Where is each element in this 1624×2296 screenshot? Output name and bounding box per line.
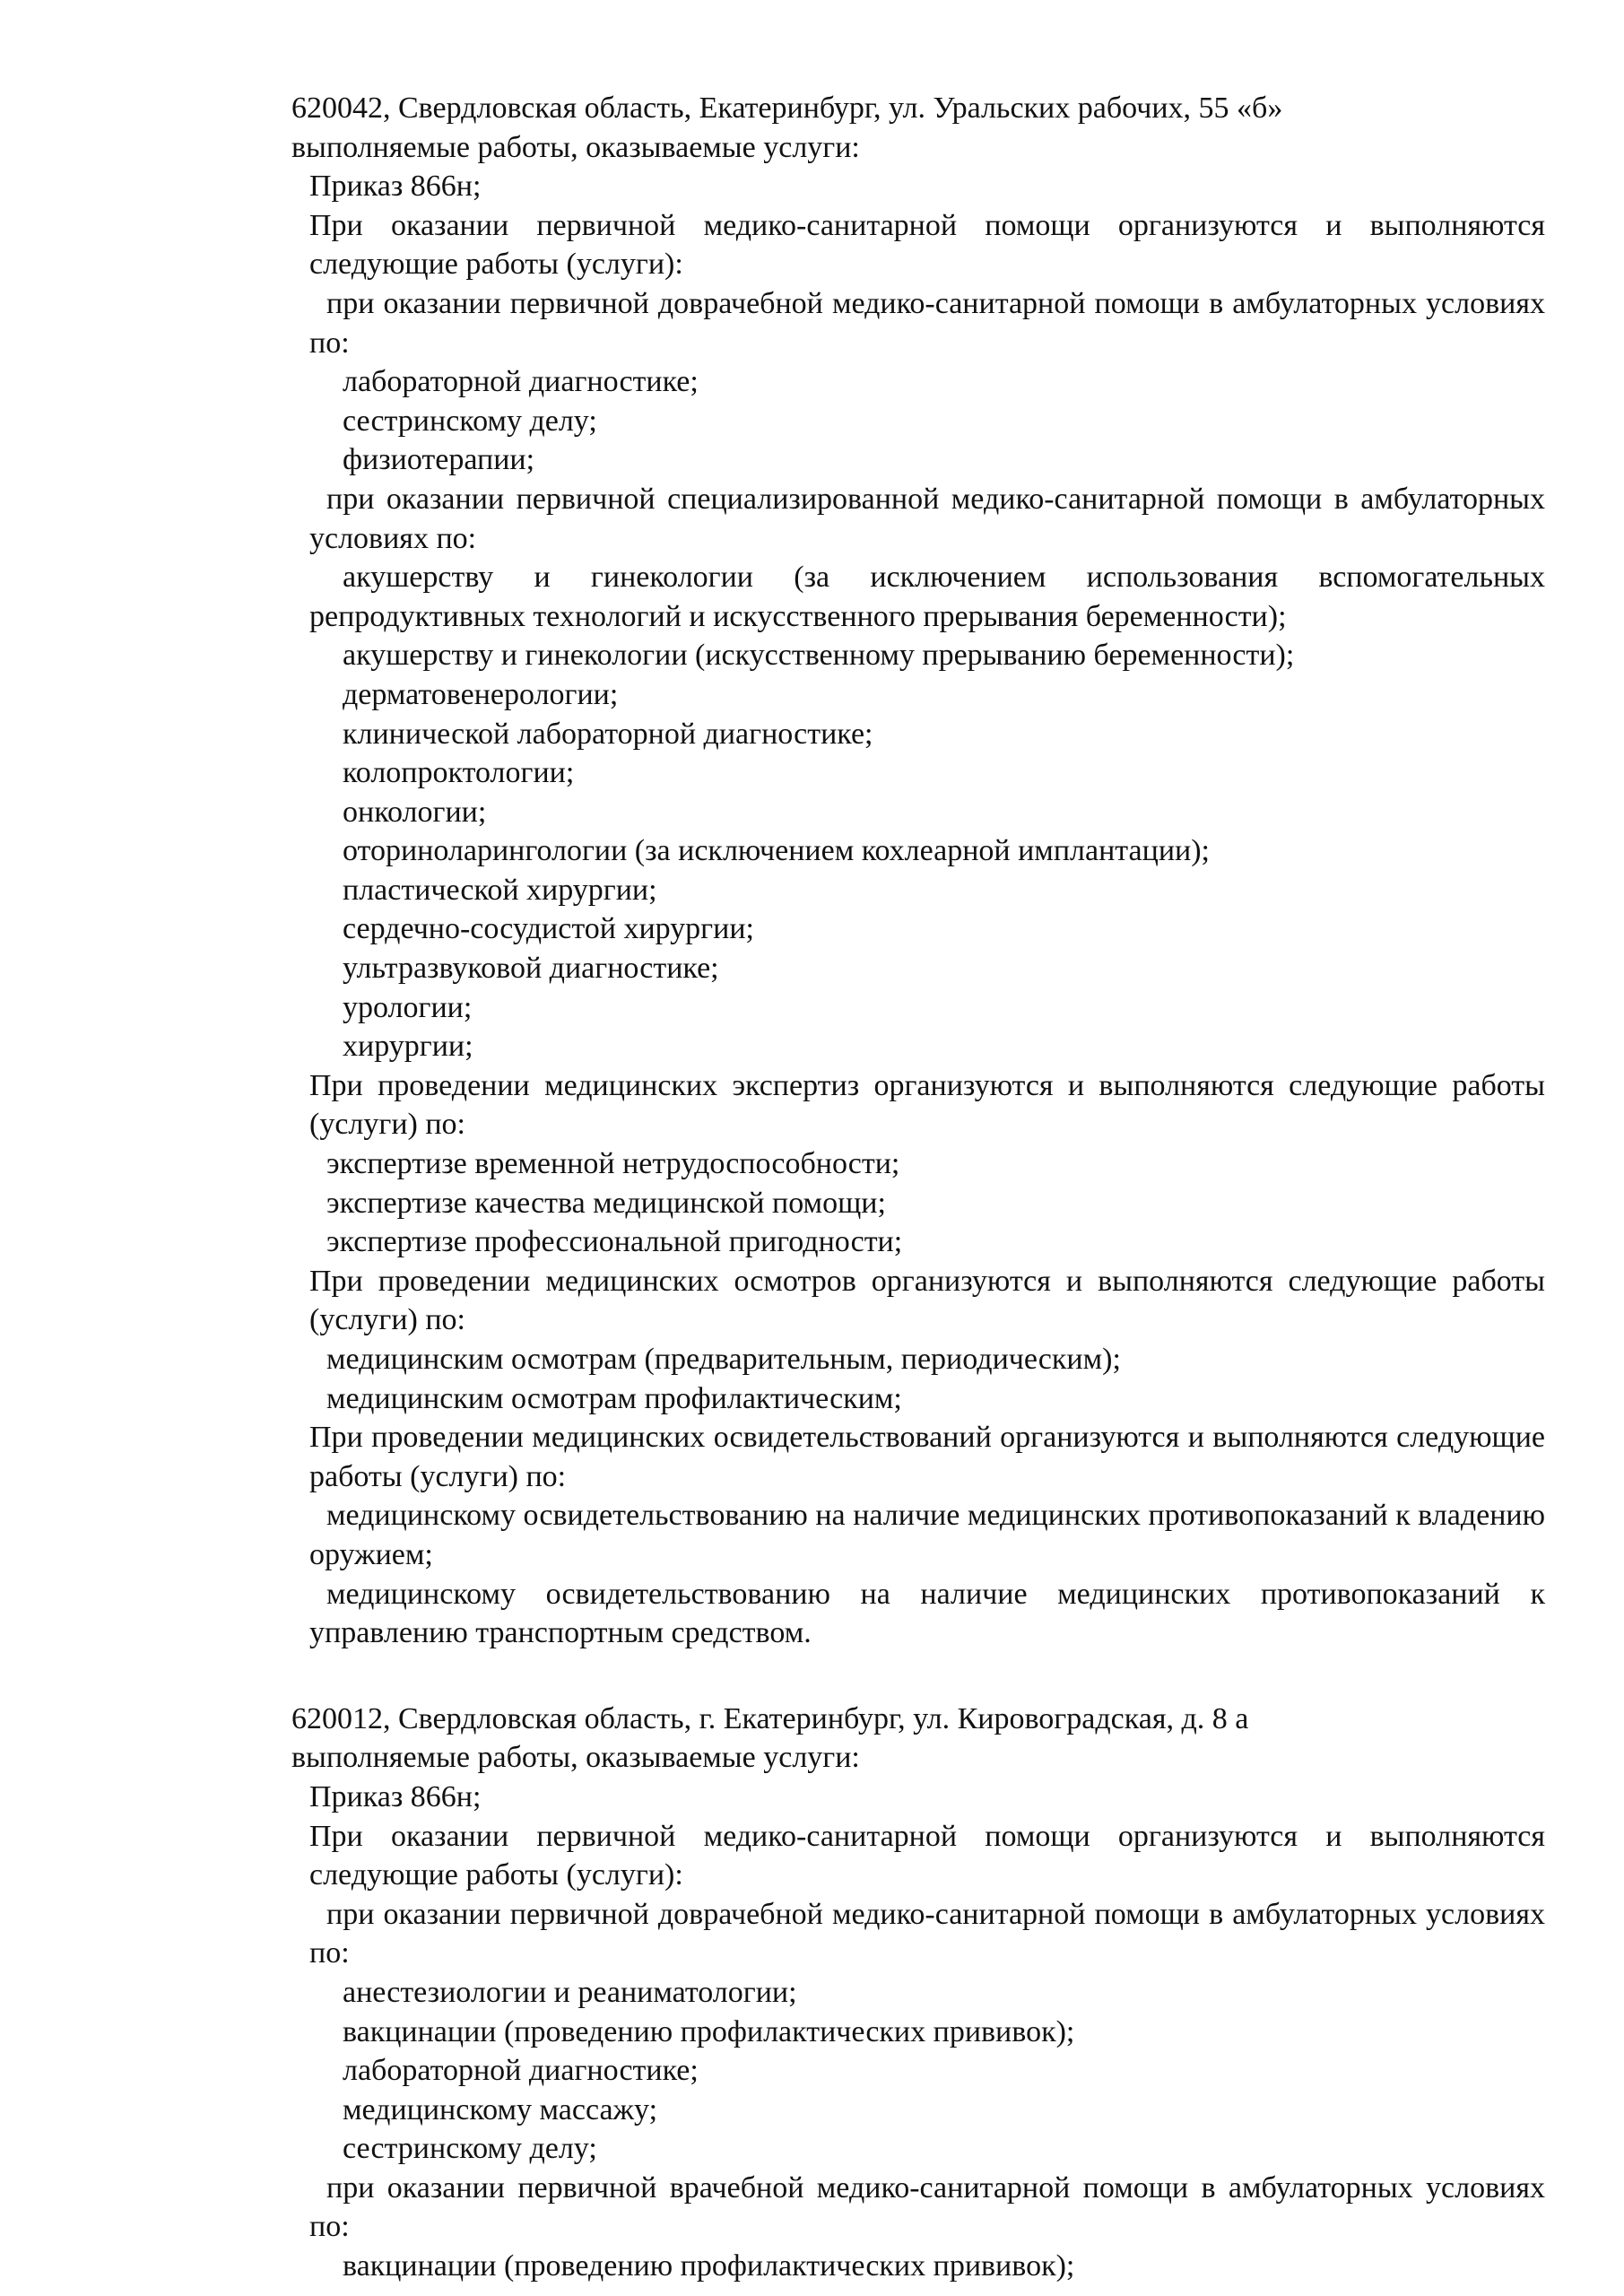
address-line: 620042, Свердловская область, Екатеринбург, ул. Уральских рабочих, 55 «б» xyxy=(291,91,1283,125)
list-item: При проведении медицинских экспертиз организуются и выполняются следующие работы (услуги) по: xyxy=(309,1068,1545,1142)
list-item: акушерству и гинекологии (за исключением использования вспомогательных репродуктивных технологий и искусственного прерывания беременности); xyxy=(309,561,1545,633)
license-address-section xyxy=(291,1700,1545,2286)
list-item: лабораторной диагностике; xyxy=(343,2054,699,2088)
list-item: медицинским осмотрам (предварительным, периодическим); xyxy=(326,1343,1121,1376)
list-item: При оказании первичной медико-санитарной помощи организуются и выполняются следующие работы (услуги): xyxy=(309,208,1545,282)
list-item: экспертизе качества медицинской помощи; xyxy=(326,1186,886,1220)
list-item: При проведении медицинских освидетельствований организуются и выполняются следующие работы (услуги) по: xyxy=(309,1421,1545,1493)
list-item: лабораторной диагностике; xyxy=(343,365,699,399)
list-item: при оказании первичной доврачебной медико-санитарной помощи в амбулаторных условиях по: xyxy=(309,1897,1545,1970)
list-item: физиотерапии; xyxy=(343,443,535,477)
list-item: экспертизе профессиональной пригодности; xyxy=(326,1225,903,1259)
list-item: вакцинации (проведению профилактических прививок); xyxy=(343,2014,1075,2048)
list-item: дерматовенерологии; xyxy=(343,677,619,711)
list-item: При проведении медицинских осмотров организуются и выполняются следующие работы (услуги) по: xyxy=(309,1264,1545,1337)
list-item: сестринскому делу; xyxy=(343,404,597,438)
list-item: урологии; xyxy=(343,990,473,1024)
list-item: оториноларингологии (за исключением кохлеарной имплантации); xyxy=(343,834,1210,868)
list-item: Приказ 866н; xyxy=(309,170,482,204)
license-address-section xyxy=(291,89,1545,1653)
list-item: колопроктологии; xyxy=(343,756,575,790)
list-item: медицинскому освидетельствованию на наличие медицинских противопоказаний к управлению транспортным средством. xyxy=(309,1577,1545,1650)
list-item: сердечно-сосудистой хирургии; xyxy=(343,912,754,946)
list-item: онкологии; xyxy=(343,795,487,829)
list-item: медицинским осмотрам профилактическим; xyxy=(326,1381,902,1415)
list-item: сестринскому делу; xyxy=(343,2132,597,2166)
list-item: анестезиологии и реаниматологии; xyxy=(343,1975,797,2009)
list-item: экспертизе временной нетрудоспособности; xyxy=(326,1147,900,1181)
list-item: хирургии; xyxy=(343,1030,473,1064)
list-item: при оказании первичной специализированной медико-санитарной помощи в амбулаторных условиях по: xyxy=(309,482,1545,555)
list-item: медицинскому освидетельствованию на наличие медицинских противопоказаний к владению оружием; xyxy=(309,1499,1545,1571)
list-item: акушерству и гинекологии (искусственному прерыванию беременности); xyxy=(343,639,1295,673)
address-line: 620012, Свердловская область, г. Екатеринбург, ул. Кировоградская, д. 8 а xyxy=(291,1701,1249,1735)
list-item: медицинскому массажу; xyxy=(343,2092,658,2126)
list-item: при оказании первичной доврачебной медико-санитарной помощи в амбулаторных условиях по: xyxy=(309,286,1545,360)
section-heading: выполняемые работы, оказываемые услуги: xyxy=(291,1741,860,1775)
section-heading: выполняемые работы, оказываемые услуги: xyxy=(291,130,860,164)
list-item: при оказании первичной врачебной медико-санитарной помощи в амбулаторных условиях по: xyxy=(309,2170,1545,2244)
list-item: При оказании первичной медико-санитарной помощи организуются и выполняются следующие работы (услуги): xyxy=(309,1819,1545,1892)
list-item: вакцинации (проведению профилактических прививок); xyxy=(343,2249,1075,2283)
list-item: клинической лабораторной диагностике; xyxy=(343,717,873,751)
list-item: пластической хирургии; xyxy=(343,873,657,907)
document-page xyxy=(291,89,1545,2286)
list-item: ультразвуковой диагностике; xyxy=(343,952,719,986)
list-item: Приказ 866н; xyxy=(309,1779,482,1813)
